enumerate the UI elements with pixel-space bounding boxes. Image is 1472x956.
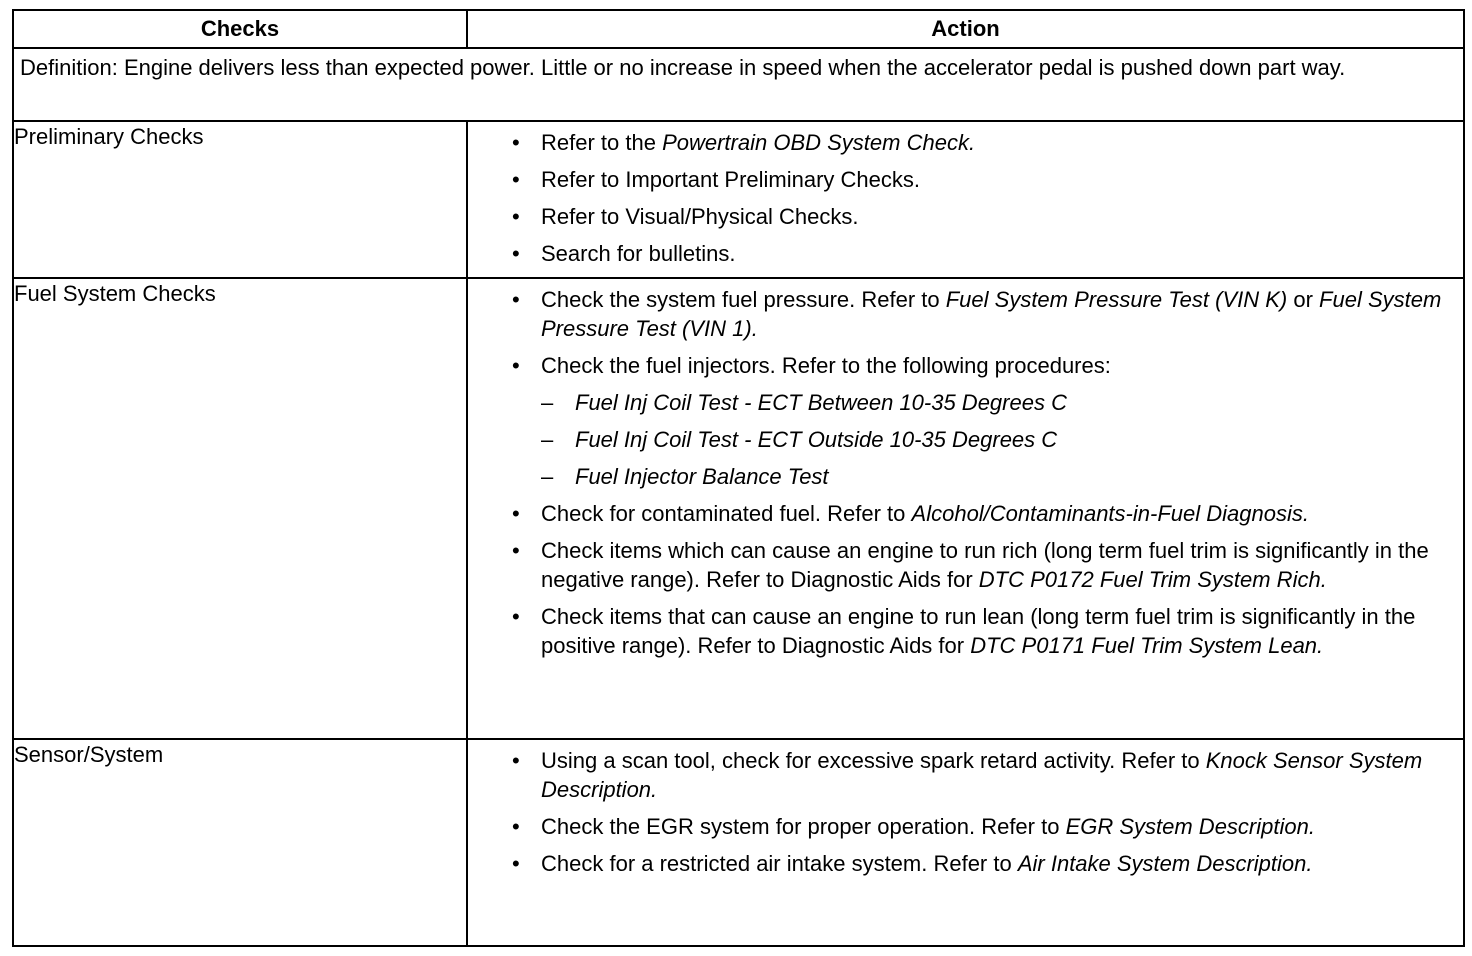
item-text: Check for contaminated fuel. Refer to xyxy=(541,501,912,526)
item-text: Refer to Important Preliminary Checks. xyxy=(541,167,921,192)
sub-list-item xyxy=(541,425,1455,454)
list-item xyxy=(468,128,1455,157)
item-text: Check the EGR system for proper operation. Refer to xyxy=(541,814,1066,839)
row-label-preliminary: Preliminary Checks xyxy=(13,121,467,278)
bullet-icon: • xyxy=(512,538,520,563)
item-text: Check items which can cause an engine to run rich (long term fuel trim is significantly in the negative range). Refer to Diagnostic Aids for xyxy=(541,538,1429,592)
bullet-icon: • xyxy=(512,167,520,192)
item-reference: Fuel System Pressure Test (VIN 1). xyxy=(541,287,1442,341)
header-action: Action xyxy=(467,10,1464,48)
list-item xyxy=(468,499,1455,528)
item-reference: EGR System Description. xyxy=(1065,814,1315,839)
bullet-icon: • xyxy=(512,814,520,839)
bullet-icon: • xyxy=(512,287,520,312)
item-reference: Knock Sensor System Description. xyxy=(541,748,1423,802)
definition-text: Definition: Engine delivers less than expected power. Little or no increase in speed when the accelerator pedal is pushed down part way. xyxy=(13,48,1464,121)
item-reference: Alcohol/Contaminants-in-Fuel Diagnosis. xyxy=(911,501,1309,526)
definition-row xyxy=(13,48,1464,121)
list-item xyxy=(468,536,1455,594)
list-item xyxy=(468,239,1455,268)
table-header-row xyxy=(13,10,1464,48)
list-item xyxy=(468,812,1455,841)
sub-list-item xyxy=(541,388,1455,417)
dash-icon: – xyxy=(541,390,554,415)
bullet-icon: • xyxy=(512,604,520,629)
table-row-sensor-system xyxy=(13,739,1464,946)
item-reference: Powertrain OBD System Check. xyxy=(662,130,976,155)
header-checks: Checks xyxy=(13,10,467,48)
row-actions-preliminary xyxy=(467,121,1464,278)
item-text-connector: or xyxy=(1287,287,1320,312)
sub-item-text: Fuel Inj Coil Test - ECT Outside 10-35 Degrees C xyxy=(575,427,1058,452)
list-item xyxy=(468,285,1455,343)
table-row-fuel-system xyxy=(13,278,1464,739)
list-item xyxy=(468,849,1455,878)
item-reference: DTC P0172 Fuel Trim System Rich. xyxy=(978,567,1327,592)
row-label-sensor-system: Sensor/System xyxy=(13,739,467,946)
list-item xyxy=(468,351,1455,491)
item-text: Check items that can cause an engine to run lean (long term fuel trim is significantly in the positive range). Refer to Diagnostic Aids for xyxy=(541,604,1416,658)
list-item xyxy=(468,202,1455,231)
list-item xyxy=(468,602,1455,660)
dash-icon: – xyxy=(541,427,554,452)
item-text: Refer to Visual/Physical Checks. xyxy=(541,204,859,229)
sub-item-text: Fuel Injector Balance Test xyxy=(575,464,829,489)
item-reference: DTC P0171 Fuel Trim System Lean. xyxy=(970,633,1324,658)
item-text: Search for bulletins. xyxy=(541,241,736,266)
action-list xyxy=(468,122,1463,268)
bullet-icon: • xyxy=(512,748,520,773)
row-label-fuel-system: Fuel System Checks xyxy=(13,278,467,739)
item-text: Check the fuel injectors. Refer to the following procedures: xyxy=(541,353,1111,378)
bullet-icon: • xyxy=(512,851,520,876)
item-text: Check for a restricted air intake system. Refer to xyxy=(541,851,1018,876)
bullet-icon: • xyxy=(512,204,520,229)
bullet-icon: • xyxy=(512,501,520,526)
bullet-icon: • xyxy=(512,241,520,266)
list-item xyxy=(468,165,1455,194)
dash-icon: – xyxy=(541,464,554,489)
bullet-icon: • xyxy=(512,130,520,155)
action-list xyxy=(468,279,1463,660)
item-reference: Fuel System Pressure Test (VIN K) xyxy=(945,287,1288,312)
row-actions-sensor-system xyxy=(467,739,1464,946)
item-text: Refer to the xyxy=(541,130,663,155)
action-list xyxy=(468,740,1463,878)
row-actions-fuel-system xyxy=(467,278,1464,739)
list-item xyxy=(468,746,1455,804)
item-text: Check the system fuel pressure. Refer to xyxy=(541,287,946,312)
item-reference: Air Intake System Description. xyxy=(1017,851,1313,876)
table-row-preliminary xyxy=(13,121,1464,278)
bullet-icon: • xyxy=(512,353,520,378)
sub-list-item xyxy=(541,462,1455,491)
sub-item-text: Fuel Inj Coil Test - ECT Between 10-35 Degrees C xyxy=(575,390,1067,415)
item-text: Using a scan tool, check for excessive spark retard activity. Refer to xyxy=(541,748,1206,773)
diagnostic-table xyxy=(12,9,1465,947)
sub-list xyxy=(541,388,1455,491)
